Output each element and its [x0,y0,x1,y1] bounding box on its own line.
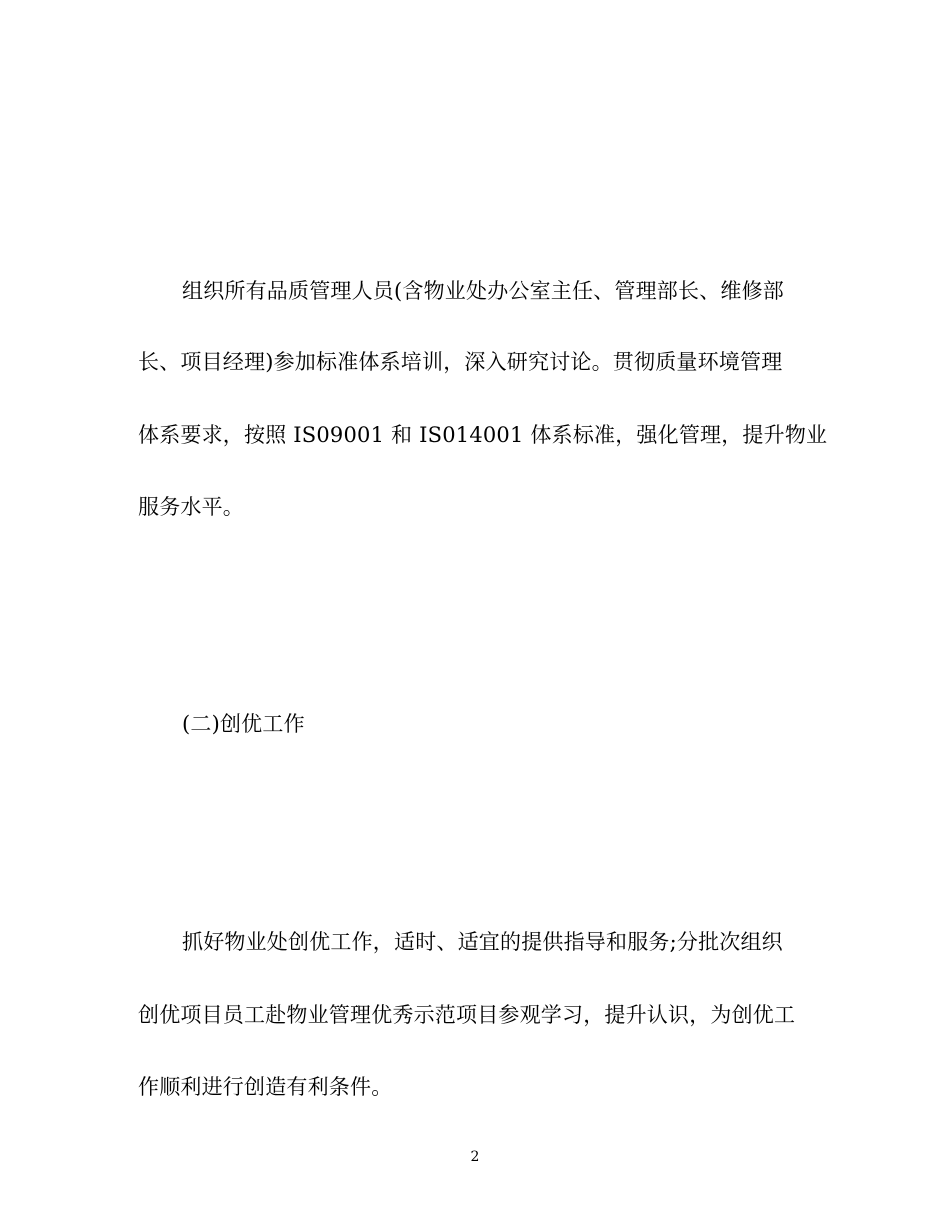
paragraph-2-line-2: 创优项目员工赴物业管理优秀示范项目参观学习，提升认识，为创优工 [138,1003,796,1027]
paragraph-1-line-2: 长、项目经理)参加标准体系培训，深入研究讨论。贯彻质量环境管理 [138,350,783,374]
paragraph-1-line-4: 服务水平。 [138,495,244,519]
paragraph-1-line-3: 体系要求，按照 IS09001 和 IS014001 体系标准，强化管理，提升物业 [138,423,828,447]
page-number: 2 [470,1149,480,1165]
paragraph-1-line-1: 组织所有品质管理人员(含物业处办公室主任、管理部长、维修部 [182,279,784,303]
paragraph-2-line-1: 抓好物业处创优工作，适时、适宜的提供指导和服务;分批次组织 [182,930,783,954]
section-heading: (二)创优工作 [182,712,305,736]
paragraph-2-line-3: 作顺利进行创造有利条件。 [138,1075,393,1099]
